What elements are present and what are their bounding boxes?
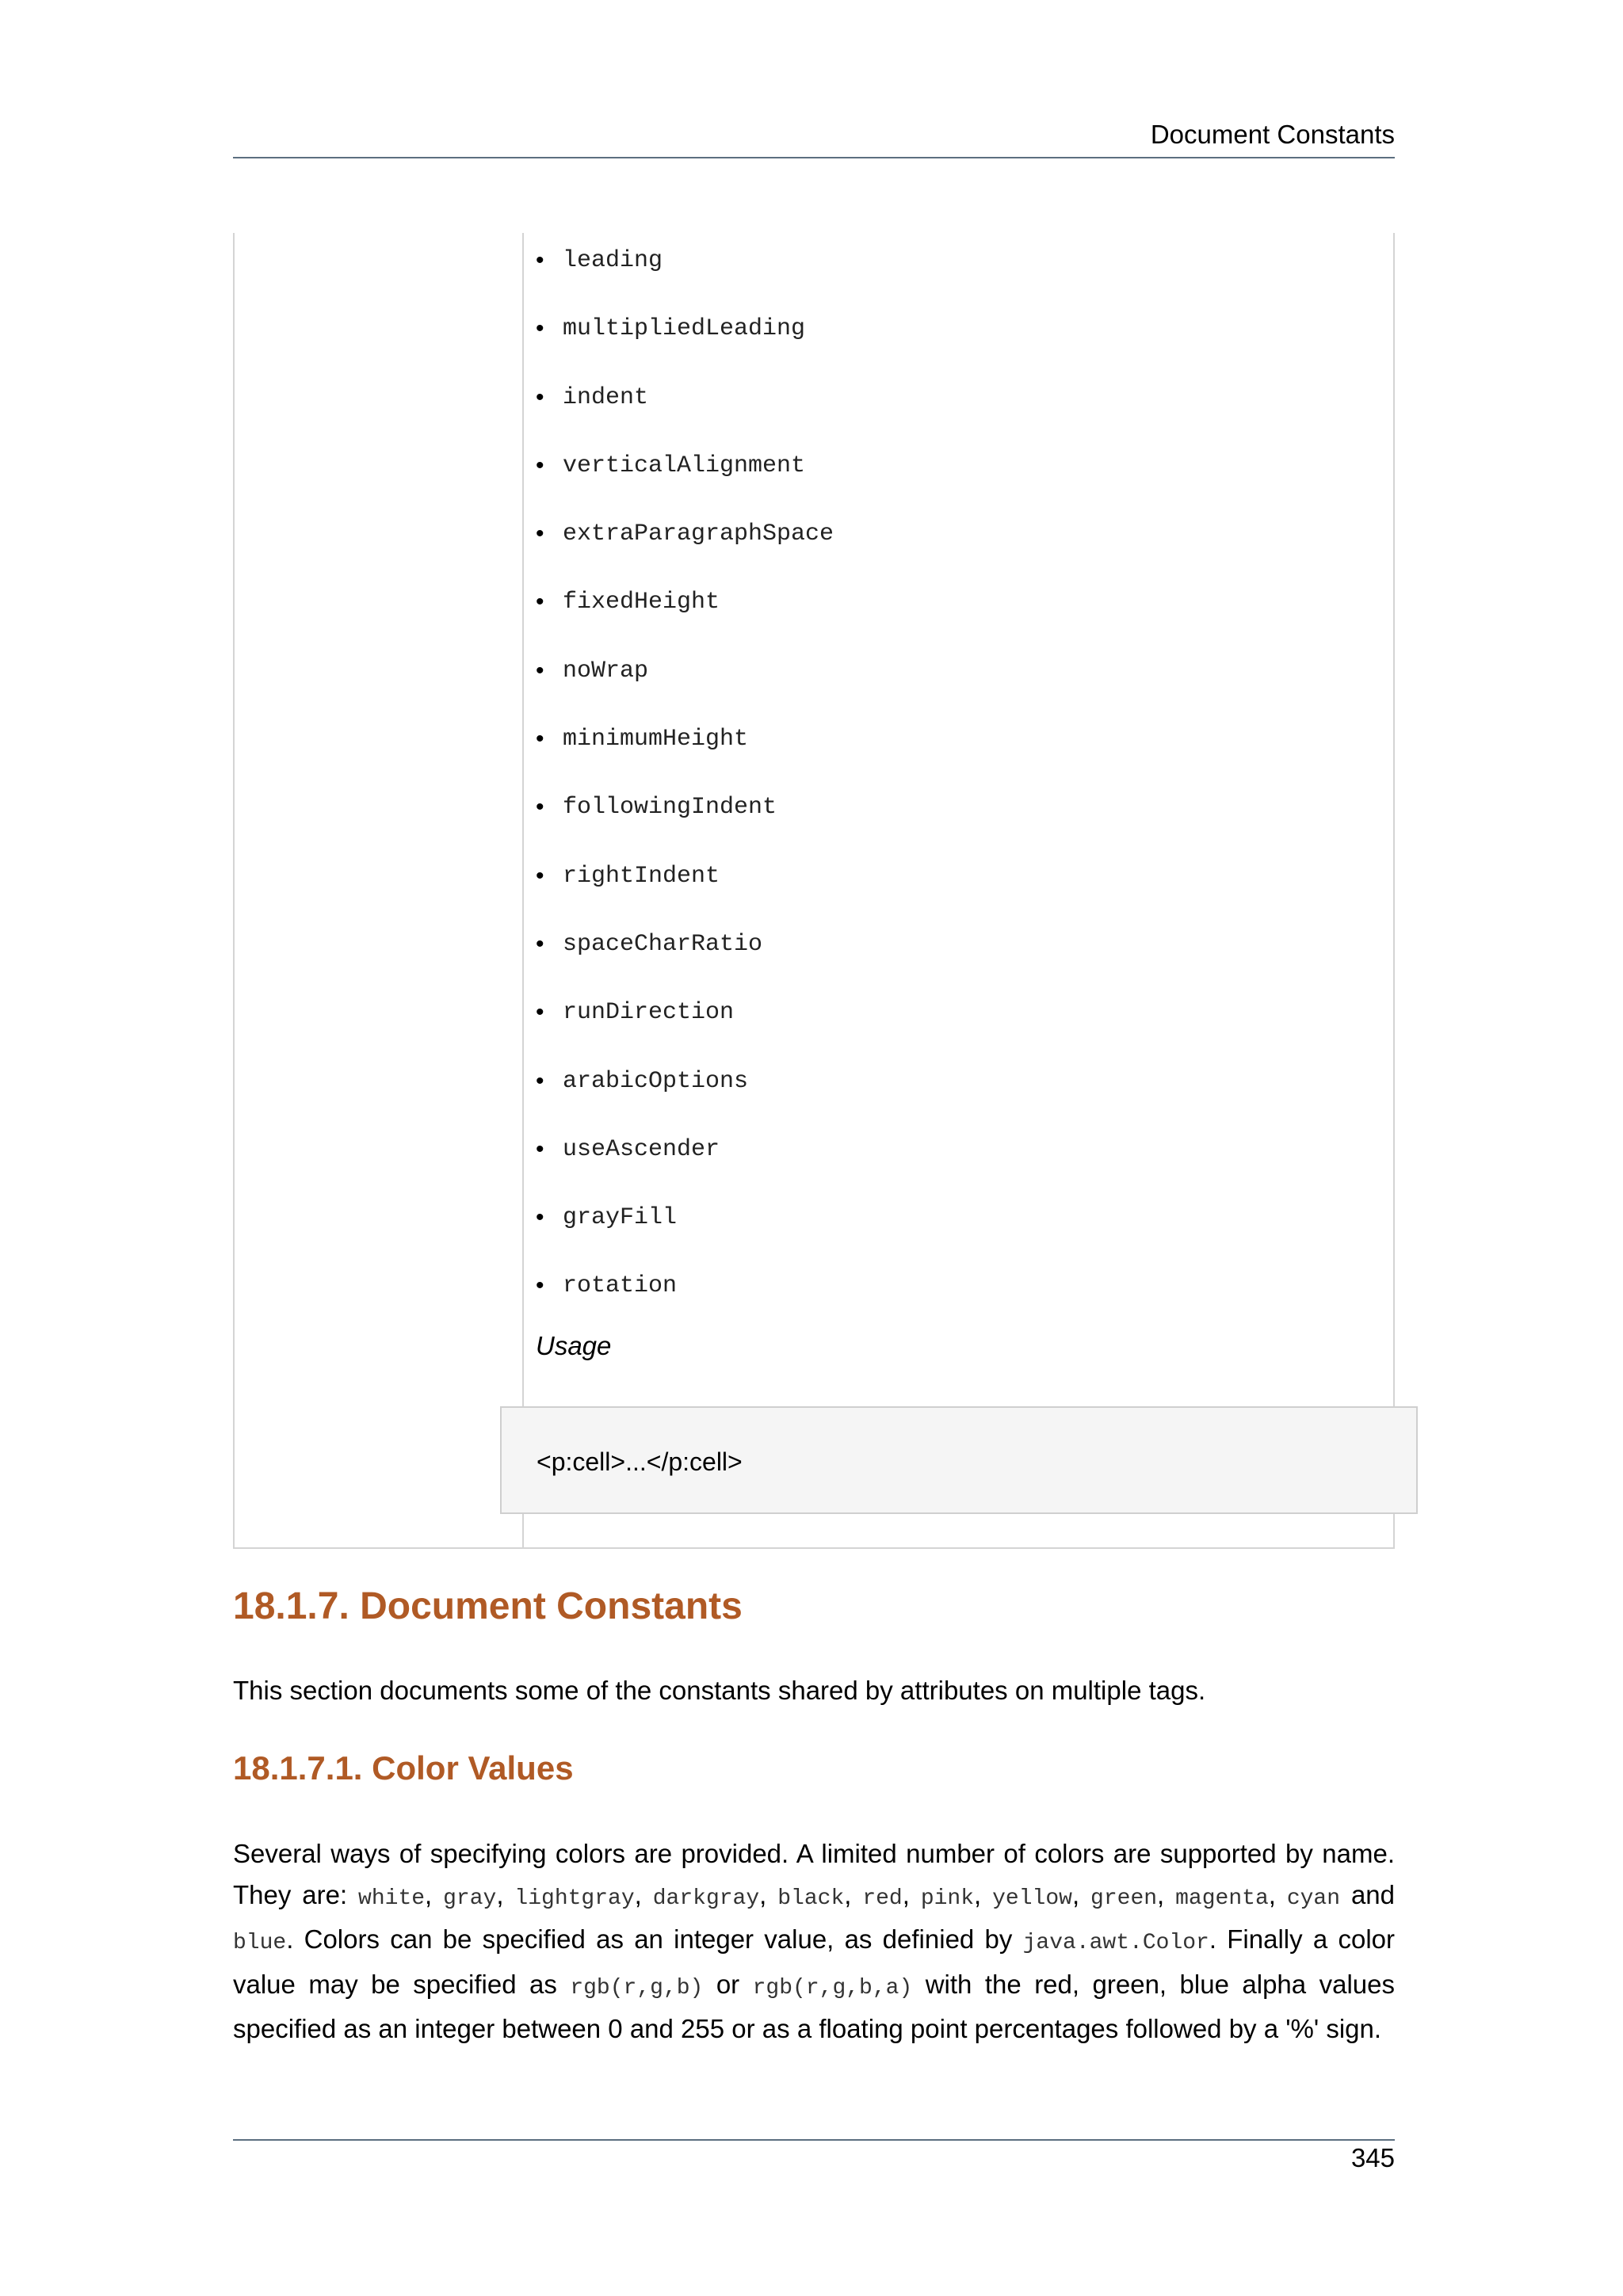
- para-text-2: . Colors can be specified as an integer value, as definied by: [286, 1924, 1023, 1954]
- list-item-label: arabicOptions: [563, 1067, 749, 1095]
- list-item: [536, 723, 834, 791]
- color-names: white, gray, lightgray, darkgray, black, red, pink, yellow, green, magenta, cyan: [358, 1879, 1341, 1911]
- list-item: [536, 860, 834, 928]
- bullet-icon: •: [536, 383, 544, 410]
- bullet-icon: •: [536, 589, 544, 616]
- list-item: [536, 996, 834, 1064]
- color-name: lightgray: [514, 1886, 635, 1911]
- bullet-icon: •: [536, 521, 544, 547]
- java-class-name: java.awt.Color: [1022, 1931, 1209, 1955]
- usage-code-block: [500, 1406, 1418, 1514]
- usage-label: Usage: [536, 1331, 612, 1360]
- running-header: Document Constants: [1150, 120, 1395, 149]
- para-text-4: with the red, green, blue alpha values specified as an integer between 0 and 255 or as a floating point percentages followed by a '%' sign.: [233, 1969, 1395, 2043]
- rgb-form: rgb(r,g,b): [570, 1975, 704, 2000]
- subsection-title: 18.1.7.1. Color Values: [233, 1749, 574, 1787]
- list-item: [536, 1201, 834, 1269]
- color-name: black: [777, 1886, 845, 1911]
- list-item: [536, 517, 834, 585]
- para-text-3: . Finally a color value may be specified as: [233, 1924, 1395, 1999]
- bullet-icon: •: [536, 794, 544, 821]
- list-item: [536, 928, 834, 996]
- list-item-label: grayFill: [563, 1204, 678, 1232]
- bullet-icon: •: [536, 1067, 544, 1094]
- color-name: magenta: [1175, 1886, 1269, 1911]
- page-number: 345: [1350, 2143, 1395, 2172]
- list-item-label: useAscender: [563, 1135, 720, 1163]
- list-item: [536, 1269, 834, 1337]
- bullet-icon: •: [536, 1204, 544, 1231]
- list-item-label: multipliedLeading: [563, 315, 806, 343]
- color-name: darkgray: [652, 1886, 760, 1911]
- color-name: cyan: [1286, 1886, 1341, 1911]
- list-item: [536, 654, 834, 723]
- header-rule: [233, 157, 1395, 158]
- list-item-label: noWrap: [563, 657, 649, 685]
- color-name: green: [1090, 1886, 1158, 1911]
- bullet-icon: •: [536, 726, 544, 753]
- list-item: [536, 1133, 834, 1201]
- list-item-label: runDirection: [563, 999, 735, 1027]
- rgba-form: rgb(r,g,b,a): [752, 1975, 913, 2000]
- para-and: and: [1340, 1879, 1396, 1909]
- list-item-label: indent: [563, 383, 649, 411]
- list-item-label: rotation: [563, 1272, 678, 1300]
- color-name: white: [358, 1886, 426, 1911]
- list-item-label: leading: [563, 247, 663, 274]
- list-item-label: minimumHeight: [563, 726, 749, 753]
- list-item: [536, 244, 834, 312]
- list-item: [536, 312, 834, 380]
- attribute-table: [233, 233, 1395, 1549]
- list-item-label: followingIndent: [563, 794, 777, 822]
- color-name: red: [862, 1886, 903, 1911]
- list-item-label: extraParagraphSpace: [563, 521, 834, 548]
- bullet-icon: •: [536, 452, 544, 479]
- table-column-divider: [522, 233, 524, 1547]
- section-title: 18.1.7. Document Constants: [233, 1585, 743, 1627]
- list-item-label: spaceCharRatio: [563, 930, 763, 958]
- bullet-icon: •: [536, 247, 544, 273]
- bullet-icon: •: [536, 657, 544, 684]
- list-item: [536, 585, 834, 654]
- bullet-icon: •: [536, 930, 544, 957]
- bullet-icon: •: [536, 862, 544, 889]
- color-name: pink: [920, 1886, 975, 1911]
- color-values-paragraph: [233, 1833, 1395, 2050]
- bullet-icon: •: [536, 1135, 544, 1162]
- list-item-label: rightIndent: [563, 862, 720, 890]
- para-or: or: [703, 1969, 753, 1999]
- bullet-icon: •: [536, 315, 544, 342]
- bullet-icon: •: [536, 999, 544, 1026]
- color-name: gray: [443, 1886, 497, 1911]
- list-item: [536, 791, 834, 859]
- usage-code: <p:cell>...</p:cell>: [537, 1447, 743, 1476]
- list-item: [536, 1065, 834, 1133]
- list-item-label: verticalAlignment: [563, 452, 806, 479]
- list-item: [536, 381, 834, 449]
- attribute-list: [536, 244, 834, 1338]
- para-text-1: Several ways of specifying colors are provided. A limited number of colors are supported by name. They are:: [233, 1839, 1395, 1909]
- color-name-blue: blue: [233, 1931, 287, 1955]
- list-item-label: fixedHeight: [563, 589, 720, 616]
- color-name: yellow: [992, 1886, 1072, 1911]
- list-item: [536, 449, 834, 517]
- bullet-icon: •: [536, 1272, 544, 1299]
- section-intro: This section documents some of the constants shared by attributes on multiple tags.: [233, 1676, 1206, 1705]
